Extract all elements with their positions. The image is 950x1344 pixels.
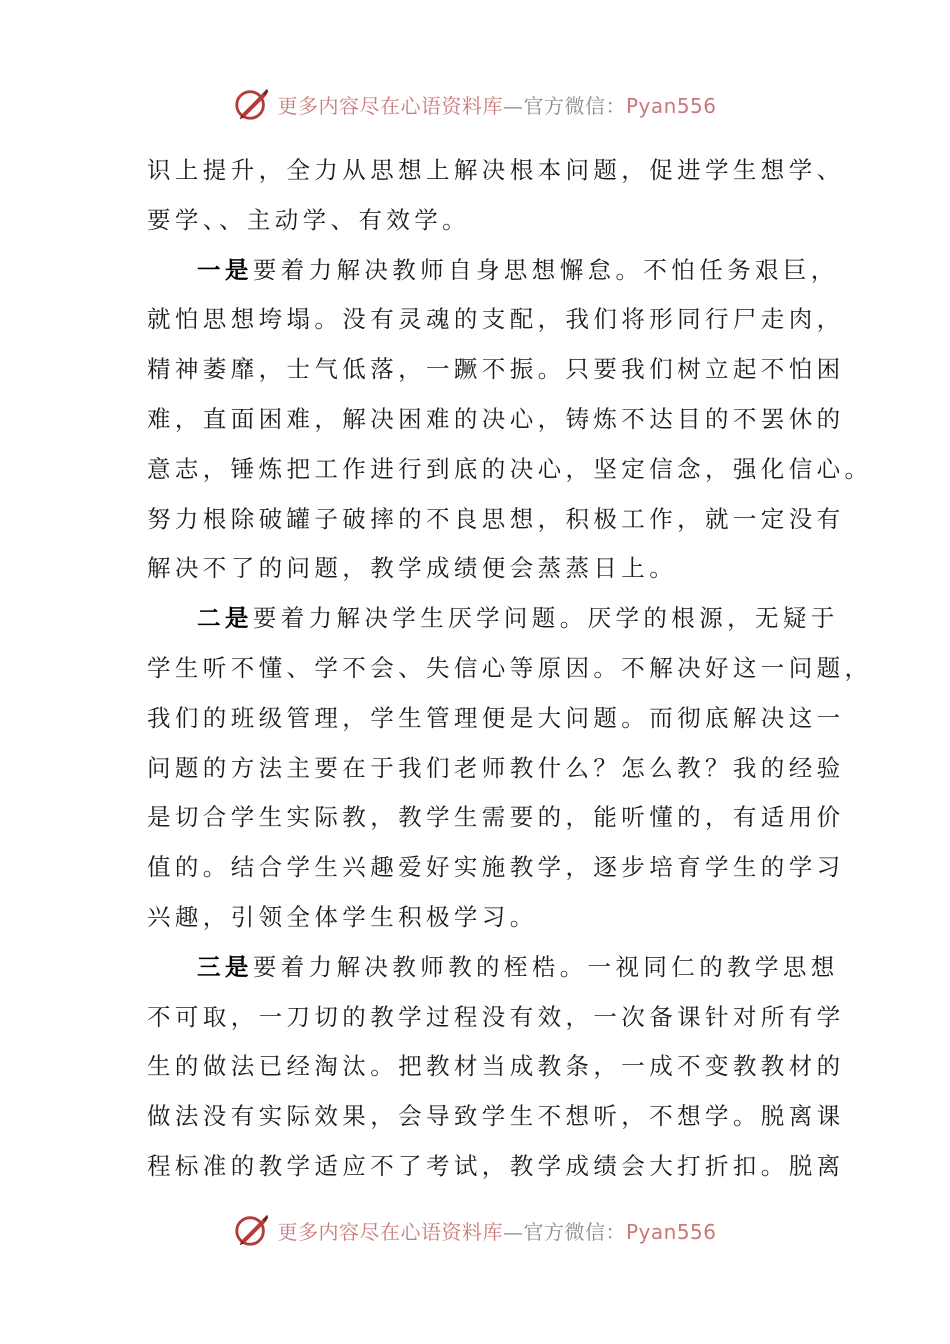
document-body: [147, 146, 873, 1192]
text-line: [147, 644, 873, 694]
line-text: 就怕思想垮塌。没有灵魂的支配，我们将形同行尸走肉，: [147, 305, 845, 334]
paragraph-lead: 三是: [197, 952, 253, 981]
text-line: [147, 544, 807, 594]
text-line: [147, 395, 845, 445]
text-line: [147, 495, 845, 545]
header-watermark-text: [277, 90, 716, 119]
header-watermark-banner: [0, 82, 950, 126]
line-text: 做法没有实际效果，会导致学生不想听，不想学。脱离课: [147, 1102, 845, 1131]
line-text: 努力根除破罐子破摔的不良思想，积极工作，就一定没有: [147, 504, 845, 533]
text-line: [147, 1042, 845, 1092]
text-line: [147, 893, 807, 943]
banner-brand: 更多内容尽在心语资料库: [277, 1219, 503, 1244]
line-text: 生的做法已经淘汰。把教材当成教条，一成不变教教材的: [147, 1052, 845, 1081]
line-text: 难，直面困难，解决困难的决心，铸炼不达目的不罢休的: [147, 404, 845, 433]
text-line: [147, 594, 839, 644]
banner-wechat-id: Pyan556: [625, 93, 717, 118]
paragraph-lead: 二是: [197, 604, 253, 633]
footer-watermark-banner: [0, 1208, 950, 1252]
text-line: [147, 246, 839, 296]
line-text: 要着力解决教师自身思想懈怠。不怕任务艰巨，: [252, 255, 839, 284]
line-text: 识上提升，全力从思想上解决根本问题，促进学生想学、: [147, 156, 845, 184]
banner-dash: —: [502, 1219, 524, 1244]
text-line: [147, 445, 873, 495]
banner-wechat-id: Pyan556: [625, 1219, 717, 1244]
text-line: [147, 694, 845, 744]
text-line: [147, 1142, 845, 1192]
text-line: [147, 744, 845, 794]
line-text: 解决不了的问题，教学成绩便会蒸蒸日上。: [147, 554, 678, 583]
banner-wechat-label: 官方微信：: [523, 93, 626, 118]
line-text: 值的。结合学生兴趣爱好实施教学，逐步培育学生的学习: [147, 853, 845, 882]
banner-wechat-label: 官方微信：: [523, 1219, 626, 1244]
line-text: 问题的方法主要在于我们老师教什么？怎么教？我的经验: [147, 753, 845, 782]
footer-watermark-text: [277, 1216, 716, 1245]
banner-dash: —: [502, 93, 524, 118]
text-line: [147, 295, 845, 345]
line-text: 学生听不懂、学不会、失信心等原因。不解决好这一问题，: [147, 653, 873, 682]
text-line: [147, 993, 845, 1043]
line-text: 精神萎靡，士气低落，一蹶不振。只要我们树立起不怕困: [147, 355, 845, 384]
paragraph-lead: 一是: [197, 255, 253, 284]
text-line: [147, 793, 845, 843]
text-line: [147, 843, 845, 893]
line-text: 兴趣，引领全体学生积极学习。: [147, 902, 538, 931]
line-text: 意志，锤炼把工作进行到底的决心，坚定信念，强化信心。: [147, 454, 873, 483]
text-line: [147, 345, 845, 395]
line-text: 要学、、主动学、有效学。: [147, 205, 471, 234]
text-line: [147, 196, 807, 246]
text-line: [147, 146, 845, 196]
text-line: [147, 943, 839, 993]
pen-circle-logo-icon: [233, 1211, 271, 1249]
line-text: 程标准的教学适应不了考试，教学成绩会大打折扣。脱离: [147, 1151, 845, 1180]
line-text: 要着力解决学生厌学问题。厌学的根源，无疑于: [252, 604, 839, 633]
text-line: [147, 1092, 845, 1142]
line-text: 我们的班级管理，学生管理便是大问题。而彻底解决这一: [147, 703, 845, 732]
line-text: 不可取，一刀切的教学过程没有效，一次备课针对所有学: [147, 1002, 845, 1031]
line-text: 要着力解决教师教的桎梏。一视同仁的教学思想: [252, 952, 839, 981]
banner-brand: 更多内容尽在心语资料库: [277, 93, 503, 118]
pen-circle-logo-icon: [233, 85, 271, 123]
line-text: 是切合学生实际教，教学生需要的，能听懂的，有适用价: [147, 803, 845, 832]
